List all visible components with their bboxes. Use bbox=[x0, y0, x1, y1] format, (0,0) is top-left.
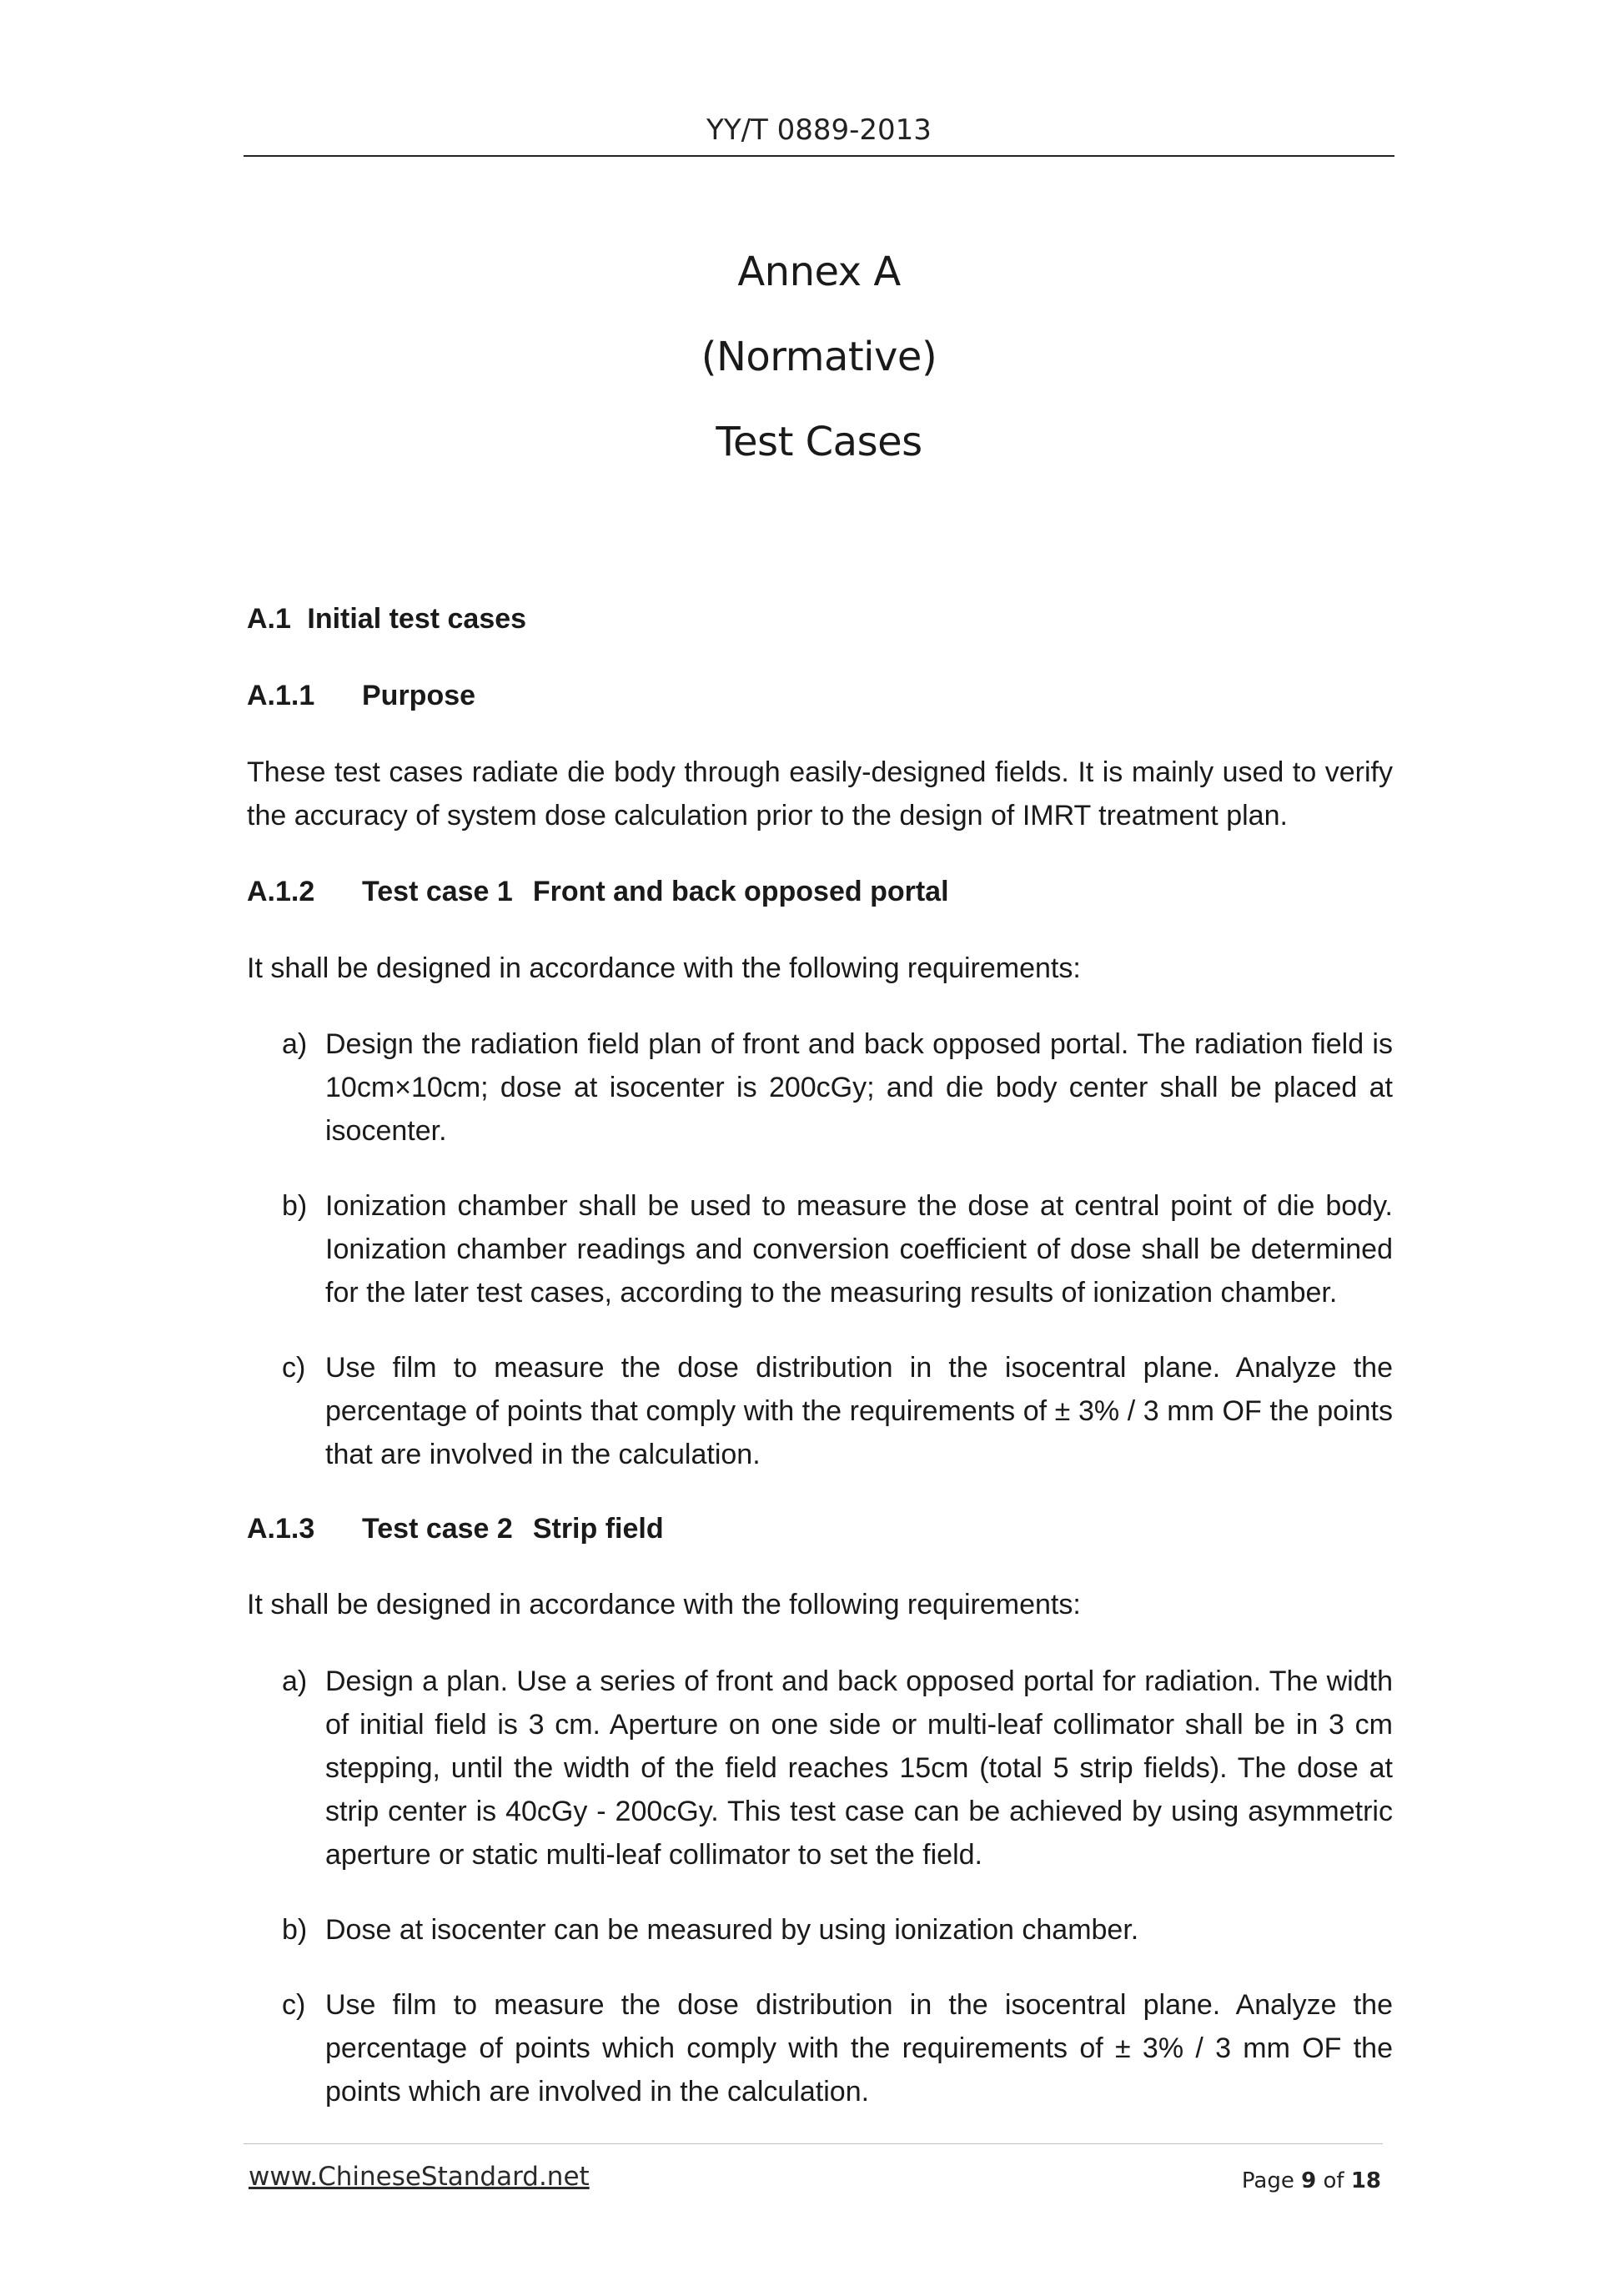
list-marker: a) bbox=[282, 1028, 308, 1060]
list-item bbox=[282, 1022, 1393, 1153]
requirements-intro: It shall be designed in accordance with the following requirements: bbox=[247, 952, 1081, 984]
list-item-text: Design a plan. Use a series of front and back opposed portal for radiation. The width of initial field is 3 cm. Aperture on one side or multi-leaf collimator shall be in 3 cm stepping, until the width of the field reaches 15cm (total 5 strip fields). The dose at strip center is 40cGy - 200cGy. This test case can be achieved by using asymmetric aperture or static multi-leaf collimator to set the field. bbox=[325, 1665, 1393, 1871]
list-item-text: Ionization chamber shall be used to measure the dose at central point of die body. Ionization chamber readings and conversion coefficient of dose shall be determined for the later test cases, according to the measuring results of ionization chamber. bbox=[325, 1190, 1393, 1309]
list-marker: b) bbox=[282, 1914, 308, 1946]
section-heading-a1-1 bbox=[247, 674, 1393, 717]
section-heading-a1 bbox=[247, 597, 1393, 641]
list-item-text: Use film to measure the dose distribution in the isocentral plane. Analyze the percentage of points that comply with the requirements of ± 3% / 3 mm OF the points that are involved in the calculation. bbox=[325, 1352, 1393, 1470]
footer-rule bbox=[244, 2143, 1383, 2144]
section-title: Front and back opposed portal bbox=[532, 876, 949, 907]
test-case-label: Test case 2 bbox=[362, 1513, 513, 1545]
page-word: Page bbox=[1241, 2168, 1294, 2193]
header-rule bbox=[244, 155, 1394, 157]
list-marker: c) bbox=[282, 1352, 306, 1384]
page-indicator bbox=[1168, 2168, 1381, 2193]
page-total: 18 bbox=[1350, 2168, 1381, 2193]
purpose-paragraph: These test cases radiate die body through easily-designed fields. It is mainly used to verify the accuracy of system dose calculation prior to the design of IMRT treatment plan. bbox=[247, 756, 1393, 831]
list-item bbox=[282, 1346, 1393, 1476]
section-title: Strip field bbox=[532, 1513, 664, 1545]
website-link[interactable]: www.ChineseStandard.net bbox=[249, 2162, 590, 2192]
page-current: 9 bbox=[1301, 2168, 1317, 2193]
section-number: A.1 bbox=[247, 603, 291, 635]
requirements-intro: It shall be designed in accordance with the following requirements: bbox=[247, 1589, 1081, 1620]
list-item-text: Dose at isocenter can be measured by using ionization chamber. bbox=[325, 1914, 1139, 1946]
list-marker: c) bbox=[282, 1989, 306, 2021]
annex-category: (Normative) bbox=[701, 334, 937, 380]
list-item bbox=[282, 1983, 1393, 2113]
list-item-text: Use film to measure the dose distribution in the isocentral plane. Analyze the percentage of points which comply with the requirements of ± 3% / 3 mm OF the points which are involved in the calculation. bbox=[325, 1989, 1393, 2108]
list-item bbox=[282, 1184, 1393, 1314]
list-item bbox=[282, 1660, 1393, 1876]
annex-name: Test Cases bbox=[716, 419, 922, 465]
section-heading-a1-3 bbox=[247, 1507, 1393, 1550]
section-number: A.1.2 bbox=[247, 876, 315, 907]
list-item bbox=[282, 1908, 1393, 1952]
page-of: of bbox=[1323, 2168, 1344, 2193]
list-item-text: Design the radiation field plan of front and back opposed portal. The radiation field is 10cm×10cm; dose at isocenter is 200cGy; and die body center shall be placed at isocenter. bbox=[325, 1028, 1393, 1147]
section-number: A.1.1 bbox=[247, 680, 315, 711]
section-title: Purpose bbox=[362, 680, 476, 711]
annex-title: Annex A bbox=[737, 249, 901, 295]
test-case-label: Test case 1 bbox=[362, 876, 513, 907]
standard-code: YY/T 0889-2013 bbox=[706, 113, 932, 147]
list-marker: a) bbox=[282, 1665, 308, 1697]
section-heading-a1-2 bbox=[247, 870, 1393, 913]
section-number: A.1.3 bbox=[247, 1513, 315, 1545]
section-title: Initial test cases bbox=[307, 603, 527, 635]
list-marker: b) bbox=[282, 1190, 308, 1222]
